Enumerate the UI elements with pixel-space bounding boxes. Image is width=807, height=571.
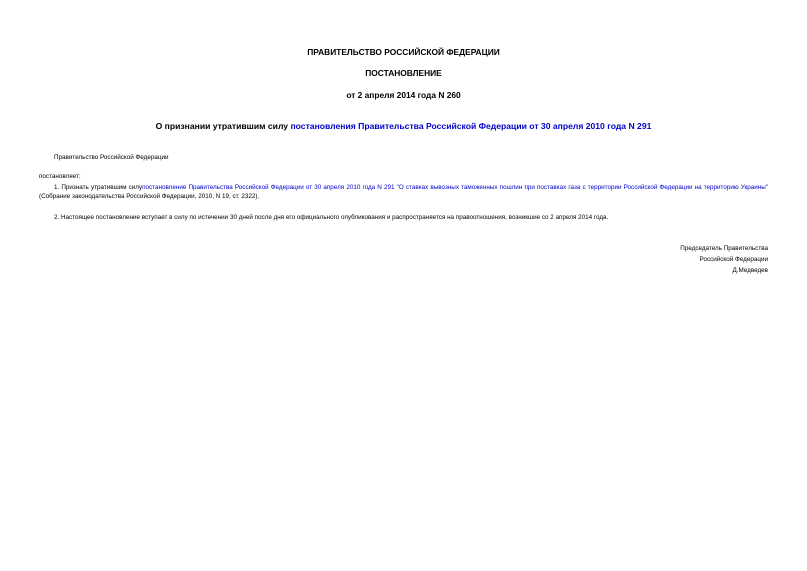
title-referenced-decree-link[interactable]: постановления Правительства Российской Федерации от 30 апреля 2010 года N 291	[290, 121, 652, 131]
title-prefix: О признании утратившим силу	[155, 121, 291, 131]
document-type-heading: ПОСТАНОВЛЕНИЕ	[365, 68, 442, 78]
document-date-number: от 2 апреля 2014 года N 260	[346, 90, 461, 100]
government-heading: ПРАВИТЕЛЬСТВО РОССИЙСКОЙ ФЕДЕРАЦИИ	[307, 47, 500, 57]
item1-referenced-decree-link[interactable]: постановление Правительства Российской Федерации от 30 апреля 2010 года N 291 "О ставках вывозных таможенных пошлин при поставках газа с территории Российской Федерации на территорию Украины"	[142, 184, 768, 191]
document-title	[0, 121, 807, 131]
paragraph-item-1	[39, 183, 768, 201]
signature-organization: Российской Федерации	[699, 256, 768, 263]
signature-name: Д.Медведев	[732, 267, 768, 274]
item1-prefix: 1. Признать утратившим силу	[54, 184, 143, 191]
preamble-text: Правительство Российской Федерации	[54, 154, 169, 161]
decrees-text: постановляет:	[39, 173, 81, 180]
paragraph-item-2: 2. Настоящее постановление вступает в силу по истечении 30 дней после дня его официального опубликования и распространяется на правоотношения, возникшие со 2 апреля 2014 года.	[54, 214, 609, 221]
item1-suffix: (Собрание законодательства Российской Федерации, 2010, N 19, ст. 2322).	[39, 193, 260, 200]
signature-position: Председатель Правительства	[680, 245, 768, 252]
